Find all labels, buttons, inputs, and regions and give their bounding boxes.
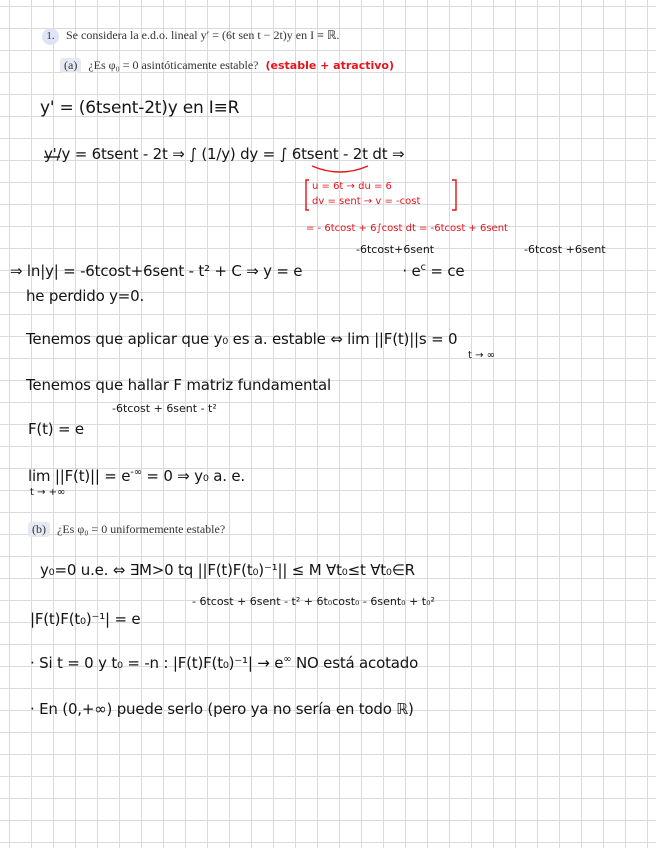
part-a-label: (a) <box>60 58 81 73</box>
note-fundamental-matrix: Tenemos que hallar F matriz fundamental <box>26 376 331 394</box>
equation-fundamental-matrix: F(t) = e <box>28 420 84 438</box>
log-solution-tail: · e <box>402 262 421 280</box>
conclusion-line: · En (0,+∞) puede serlo (pero ya no sería en todo ℝ) <box>30 700 414 718</box>
log-solution-tail-exp: c <box>420 262 426 273</box>
part-a-answer: (estable + atractivo) <box>265 59 395 72</box>
substitution-bracket-right <box>452 180 456 210</box>
log-solution-text: ⇒ ln|y| = -6tcost+6sent - t² + C ⇒ y = e <box>10 262 303 280</box>
underbrace-mark <box>312 166 368 172</box>
substitution-bracket-left <box>306 180 309 210</box>
counterexample-exp: ∞ <box>283 654 292 665</box>
exponent-solution-2: -6tcost +6sent <box>524 243 606 256</box>
fundamental-matrix-exponent: -6tcost + 6sent - t² <box>112 402 217 415</box>
part-a-question: ¿Es φ₀ = 0 asintóticamente estable? <box>88 58 259 72</box>
limit-subscript: t → ∞ <box>468 350 495 361</box>
counterexample-text: · Si t = 0 y t₀ = -n : |F(t)F(t₀)⁻¹| → e <box>30 654 284 672</box>
equation-separation: y'/y = 6tsent - 2t ⇒ ∫ (1/y) dy = ∫ 6tsent - 2t dt ⇒ <box>44 145 405 163</box>
integration-by-parts-result: = - 6tcost + 6∫cost dt = -6tcost + 6sent <box>306 223 508 234</box>
substitution-dv: dv = sent → v = -cost <box>312 196 421 207</box>
limit-norm-text: lim ||F(t)|| = e <box>28 467 131 485</box>
equation-uniform-stability: y₀=0 u.e. ⇔ ∃M>0 tq ||F(t)F(t₀)⁻¹|| ≤ M ∀t₀≤t ∀t₀∈R <box>40 561 415 579</box>
problem-statement: Se considera la e.d.o. lineal y′ = (6t sen t − 2t)y en I ≡ ℝ. <box>66 28 340 42</box>
limit-norm-exp: -∞ <box>130 467 142 478</box>
limit-norm-subscript: t → +∞ <box>30 487 66 498</box>
limit-norm-end: = 0 ⇒ y₀ a. e. <box>141 467 245 485</box>
equation-stability-criterion: Tenemos que aplicar que y₀ es a. estable ⇔ lim ||F(t)||s = 0 <box>26 330 458 348</box>
part-b-label: (b) <box>28 522 50 537</box>
part-b-question: ¿Es φ₀ = 0 uniformemente estable? <box>57 522 226 536</box>
exponent-solution: -6tcost+6sent <box>356 243 435 256</box>
equation-ode: y' = (6tsent-2t)y en I≡R <box>40 98 240 118</box>
log-solution-end: = ce <box>425 262 465 280</box>
problem-number: 1. <box>42 28 59 45</box>
transition-matrix-exponent: - 6tcost + 6sent - t² + 6t₀cost₀ - 6sent₀ + t₀² <box>192 595 435 608</box>
substitution-u: u = 6t → du = 6 <box>312 181 392 192</box>
equation-transition-matrix: |F(t)F(t₀)⁻¹| = e <box>30 610 141 628</box>
note-lost-solution: he perdido y=0. <box>26 287 145 305</box>
counterexample-end: NO está acotado <box>291 654 419 672</box>
